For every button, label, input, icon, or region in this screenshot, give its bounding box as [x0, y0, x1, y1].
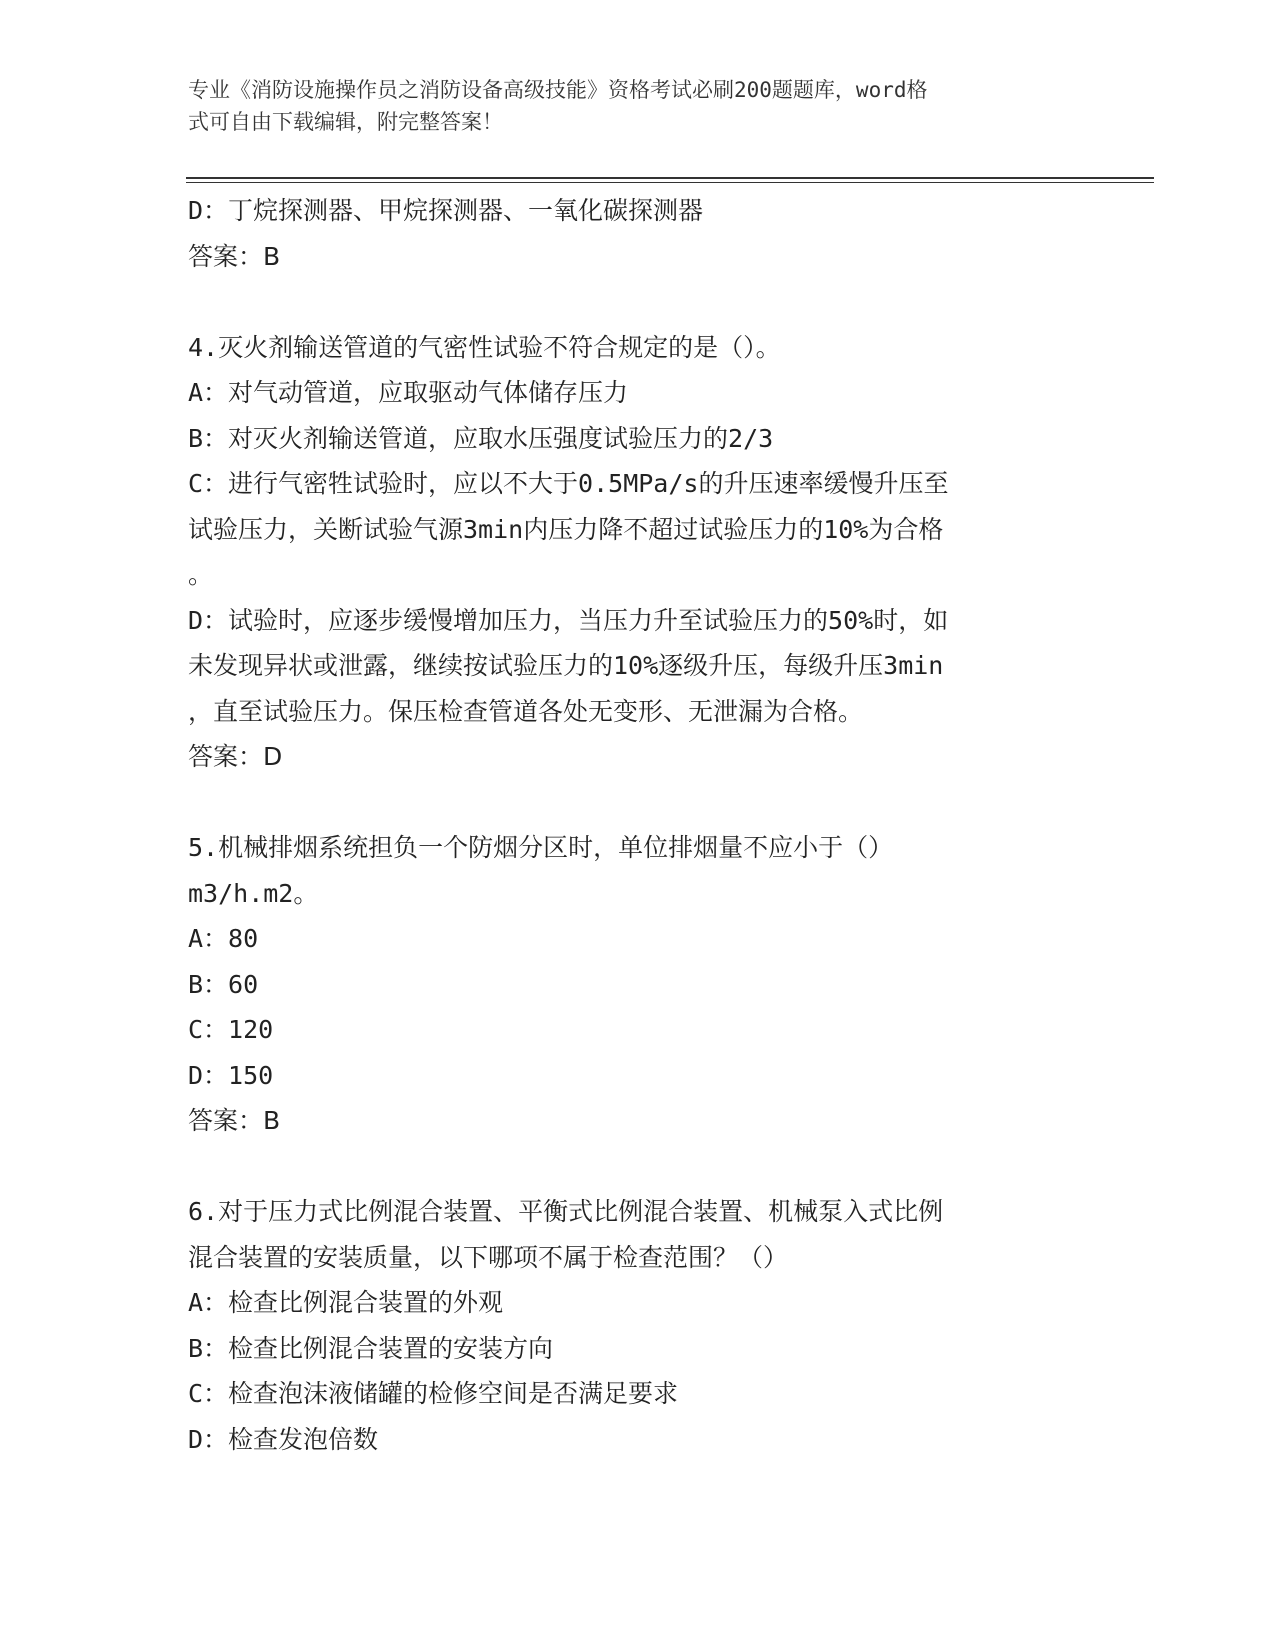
option-d-line: ，直至试验压力。保压检查管道各处无变形、无泄漏为合格。: [188, 696, 864, 726]
header-divider-thick: [186, 177, 1154, 179]
answer-line: 答案：B: [188, 1106, 281, 1135]
option-d: D：检查发泡倍数: [188, 1424, 379, 1454]
option-a: A：80: [188, 924, 259, 953]
option-c: C：120: [188, 1015, 274, 1044]
question-stem-line: 6.对于压力式比例混合装置、平衡式比例混合装置、机械泵入式比例: [188, 1197, 944, 1226]
question-4: [188, 325, 1068, 780]
spacer: [188, 780, 1068, 826]
option-d-line: D：试验时，应逐步缓慢增加压力，当压力升至试验压力的50%时，如: [188, 605, 949, 635]
header-line: 专业《消防设施操作员之消防设备高级技能》资格考试必刷200题题库，word格: [188, 78, 928, 102]
option-c-line: 。: [188, 560, 214, 589]
question-stem: 4.灭火剂输送管道的气密性试验不符合规定的是（）。: [188, 332, 781, 362]
option-b: B：对灭火剂输送管道，应取水压强度试验压力的2/3: [188, 423, 774, 453]
option-c-line: C：进行气密牲试验时，应以不大于0.5MPa/s的升压速率缓慢升压至: [188, 469, 949, 498]
question-6: [188, 1189, 1068, 1462]
question-stem-line: 混合装置的安装质量，以下哪项不属于检查范围？（）: [188, 1242, 789, 1272]
header-line: 式可自由下载编辑，附完整答案！: [188, 110, 503, 134]
answer-line: 答案：D: [188, 742, 283, 771]
option-b: B：60: [188, 969, 259, 999]
question-3-continued: [188, 188, 1068, 279]
question-5: [188, 825, 1068, 1144]
option-d: D：150: [188, 1060, 274, 1090]
question-list: [188, 188, 1068, 1462]
option-c-line: 试验压力，关断试验气源3min内压力降不超过试验压力的10%为合格: [188, 514, 944, 544]
option-a: A：对气动管道，应取驱动气体储存压力: [188, 378, 629, 407]
option-d-line: 未发现异状或泄露，继续按试验压力的10%逐级升压，每级升压3min: [188, 651, 944, 680]
option-d: D：丁烷探测器、甲烷探测器、一氧化碳探测器: [188, 196, 704, 225]
header-divider-thin: [186, 182, 1154, 183]
option-a: A：检查比例混合装置的外观: [188, 1288, 504, 1317]
question-stem-line: m3/h.m2。: [188, 878, 319, 908]
spacer: [188, 1144, 1068, 1190]
spacer: [188, 279, 1068, 325]
document-header: [188, 74, 1068, 138]
option-c: C：检查泡沫液储罐的检修空间是否满足要求: [188, 1379, 679, 1408]
option-b: B：检查比例混合装置的安装方向: [188, 1333, 554, 1363]
question-stem-line: 5.机械排烟系统担负一个防烟分区时，单位排烟量不应小于（）: [188, 833, 894, 862]
answer-line: 答案：B: [188, 241, 281, 271]
